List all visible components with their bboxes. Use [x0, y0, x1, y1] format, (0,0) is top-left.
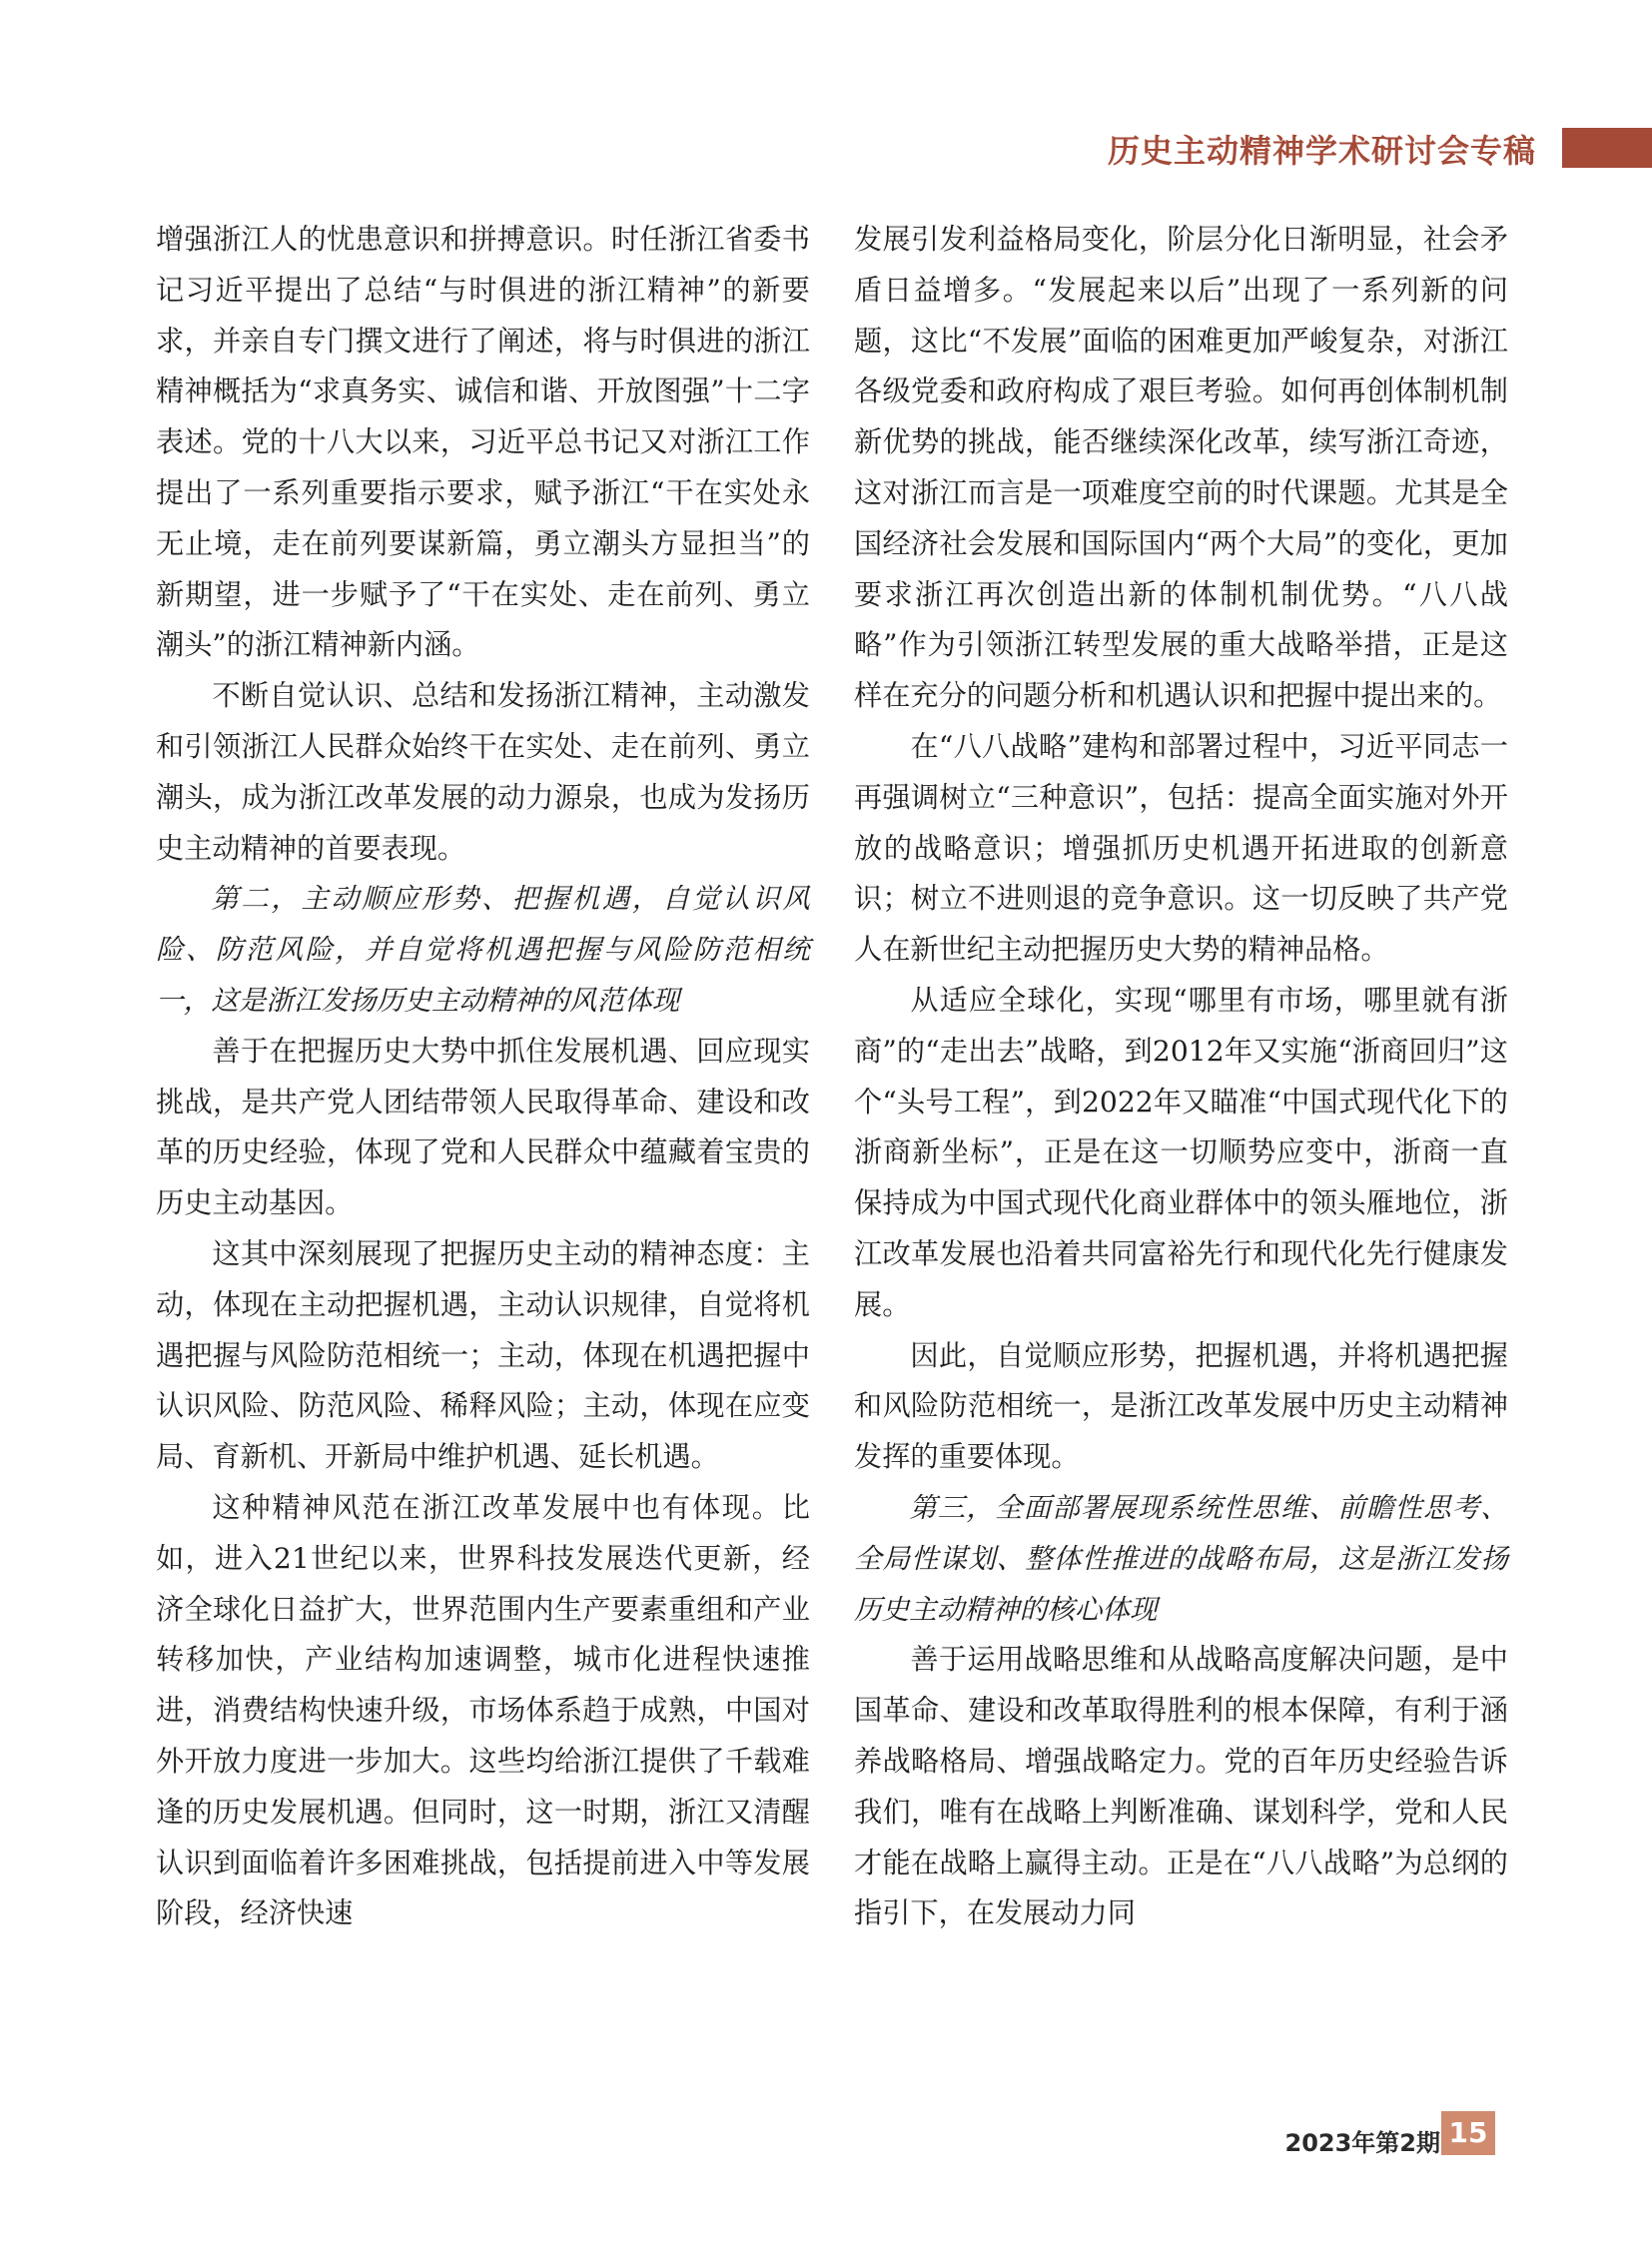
body-paragraph: 这其中深刻展现了把握历史主动的精神态度：主动，体现在主动把握机遇，主动认识规律，自觉将机遇把握与风险防范相统一；主动，体现在机遇把握中认识风险、防范风险、稀释风险；主动，体现在应变局、育新机、开新局中维护机遇、延长机遇。 — [156, 1236, 810, 1474]
body-paragraph: 这种精神风范在浙江改革发展中也有体现。比如，进入21世纪以来，世界科技发展迭代更新，经济全球化日益扩大，世界范围内生产要素重组和产业转移加快，产业结构加速调整，城市化进程快速推进，消费结构快速升级，市场体系趋于成熟，中国对外开放力度进一步加大。这些均给浙江提供了千载难逢的历史发展机遇。但同时，这一时期，浙江又清醒认识到面临着许多困难挑战，包括提前进入中等发展阶段，经济快速 — [156, 1490, 810, 1930]
page-number-badge: 15 — [1441, 2111, 1495, 2155]
body-paragraph: 增强浙江人的忧患意识和拼搏意识。时任浙江省委书记习近平提出了总结“与时俱进的浙江精神”的新要求，并亲自专门撰文进行了阐述，将与时俱进的浙江精神概括为“求真务实、诚信和谐、开放图强”十二字表述。党的十八大以来，习近平总书记又对浙江工作提出了一系列重要指示要求，赋予浙江“干在实处永无止境，走在前列要谋新篇，勇立潮头方显担当”的新期望，进一步赋予了“干在实处、走在前列、勇立潮头”的浙江精神新内涵。 — [156, 223, 810, 662]
body-paragraph: 善于运用战略思维和从战略高度解决问题，是中国革命、建设和改革取得胜利的根本保障，有利于涵养战略格局、增强战略定力。党的百年历史经验告诉我们，唯有在战略上判断准确、谋划科学，党和人民才能在战略上赢得主动。正是在“八八战略”为总纲的指引下，在发展动力同 — [854, 1643, 1508, 1930]
right-column — [854, 215, 1508, 1939]
page-footer — [0, 2105, 1652, 2155]
body-paragraph: 发展引发利益格局变化，阶层分化日渐明显，社会矛盾日益增多。“发展起来以后”出现了一系列新的问题，这比“不发展”面临的困难更加严峻复杂，对浙江各级党委和政府构成了艰巨考验。如何再创体制机制新优势的挑战，能否继续深化改革，续写浙江奇迹，这对浙江而言是一项难度空前的时代课题。尤其是全国经济社会发展和国际国内“两个大局”的变化，更加要求浙江再次创造出新的体制机制优势。“八八战略”作为引领浙江转型发展的重大战略举措，正是这样在充分的问题分析和机遇认识和把握中提出来的。 — [854, 223, 1508, 713]
body-paragraph: 从适应全球化，实现“哪里有市场，哪里就有浙商”的“走出去”战略，到2012年又实施“浙商回归”这个“头号工程”，到2022年又瞄准“中国式现代化下的浙商新坐标”，正是在这一切顺势应变中，浙商一直保持成为中国式现代化商业群体中的领头雁地位，浙江改革发展也沿着共同富裕先行和现代化先行健康发展。 — [854, 983, 1508, 1321]
body-paragraph: 在“八八战略”建构和部署过程中，习近平同志一再强调树立“三种意识”，包括：提高全面实施对外开放的战略意识；增强抓历史机遇开拓进取的创新意识；树立不进则退的竞争意识。这一切反映了共产党人在新世纪主动把握历史大势的精神品格。 — [854, 729, 1508, 967]
left-column — [156, 215, 810, 1939]
body-paragraph: 不断自觉认识、总结和发扬浙江精神，主动激发和引领浙江人民群众始终干在实处、走在前列、勇立潮头，成为浙江改革发展的动力源泉，也成为发扬历史主动精神的首要表现。 — [156, 679, 810, 865]
body-paragraph: 善于在把握历史大势中抓住发展机遇、回应现实挑战，是共产党人团结带领人民取得革命、建设和改革的历史经验，体现了党和人民群众中蕴藏着宝贵的历史主动基因。 — [156, 1034, 810, 1220]
body-paragraph: 因此，自觉顺应形势，把握机遇，并将机遇把握和风险防范相统一，是浙江改革发展中历史主动精神发挥的重要体现。 — [854, 1338, 1508, 1474]
subheading-paragraph: 第三，全面部署展现系统性思维、前瞻性思考、全局性谋划、整体性推进的战略布局，这是浙江发扬历史主动精神的核心体现 — [854, 1490, 1508, 1626]
section-title: 历史主动精神学术研讨会专稿 — [1107, 132, 1536, 170]
issue-label: 2023年第2期 — [1284, 2129, 1440, 2157]
header-accent-bar — [1562, 128, 1652, 168]
subheading-paragraph: 第二，主动顺应形势、把握机遇，自觉认识风险、防范风险，并自觉将机遇把握与风险防范相统一，这是浙江发扬历史主动精神的风范体现 — [156, 882, 810, 1017]
page-header — [0, 118, 1652, 178]
